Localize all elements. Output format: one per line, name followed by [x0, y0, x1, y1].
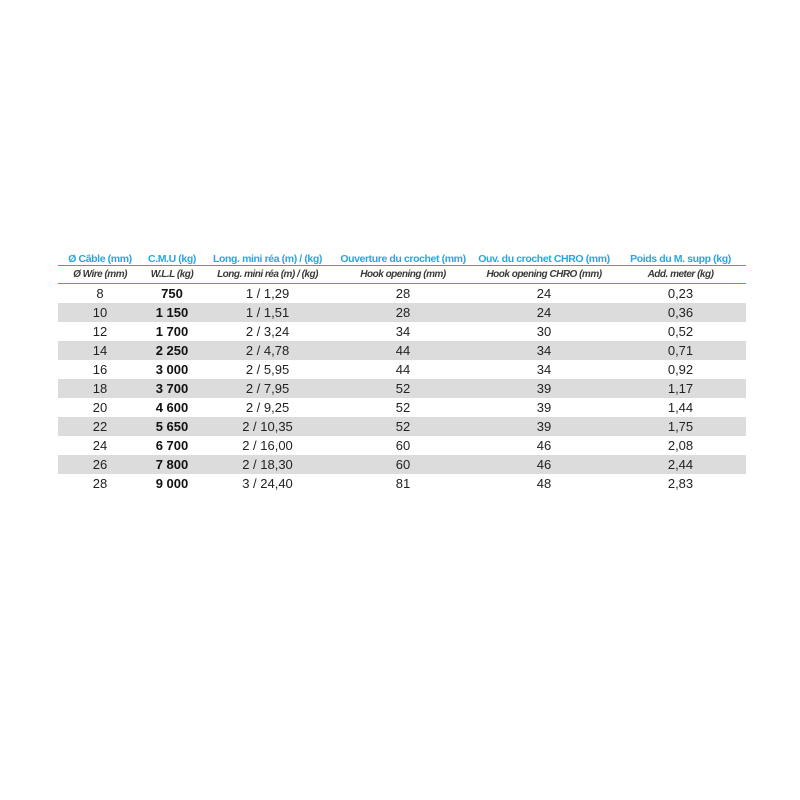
cell-additional-weight: 1,17	[615, 379, 746, 398]
table-row	[58, 341, 746, 360]
cell-wire-diameter: 28	[92, 476, 108, 491]
cell-wll: 5 650	[142, 417, 202, 436]
cell-wire-diameter: 22	[58, 417, 142, 436]
cell-hook-opening: 60	[333, 455, 473, 474]
cell-wire-diameter: 10	[58, 303, 142, 322]
cell-min-sheave-length: 2 / 16,00	[242, 438, 293, 453]
cell-hook-opening-chro: 39	[536, 400, 552, 415]
table-row	[58, 417, 746, 436]
table-row	[58, 455, 746, 474]
cell-hook-opening-chro: 48	[536, 476, 552, 491]
cell-hook-opening-chro: 46	[536, 438, 552, 453]
header-row-french	[58, 248, 746, 266]
cell-hook-opening-chro: 39	[473, 379, 615, 398]
table-row	[58, 379, 746, 398]
cell-min-sheave-length: 2 / 10,35	[202, 417, 333, 436]
table-row	[58, 284, 746, 304]
header-en-wire-diameter: Ø Wire (mm)	[58, 266, 142, 284]
cell-additional-weight: 0,71	[615, 341, 746, 360]
cell-wire-diameter: 18	[58, 379, 142, 398]
table-row	[58, 436, 746, 455]
table-body	[58, 284, 746, 494]
header-en-hook-opening: Hook opening (mm)	[333, 266, 473, 284]
cell-hook-opening: 52	[333, 379, 473, 398]
cell-hook-opening: 28	[395, 286, 411, 301]
cell-additional-weight: 2,44	[615, 455, 746, 474]
cell-wire-diameter: 16	[92, 362, 108, 377]
table-row	[58, 474, 746, 493]
cell-wire-diameter: 8	[96, 286, 104, 301]
header-fr-hook-opening-chro: Ouv. du crochet CHRO (mm)	[473, 248, 615, 266]
cell-wire-diameter: 26	[58, 455, 142, 474]
cell-min-sheave-length: 1 / 1,51	[202, 303, 333, 322]
cell-min-sheave-length: 2 / 5,95	[245, 362, 290, 377]
table-row	[58, 303, 746, 322]
cell-additional-weight: 2,08	[667, 438, 694, 453]
cell-min-sheave-length: 2 / 9,25	[245, 400, 290, 415]
cell-min-sheave-length: 2 / 18,30	[202, 455, 333, 474]
cell-hook-opening: 28	[333, 303, 473, 322]
cell-hook-opening: 52	[395, 400, 411, 415]
header-fr-additional-weight: Poids du M. supp (kg)	[615, 248, 746, 266]
cell-hook-opening-chro: 39	[473, 417, 615, 436]
cell-min-sheave-length: 2 / 7,95	[202, 379, 333, 398]
table-row	[58, 322, 746, 341]
cell-hook-opening-chro: 24	[536, 286, 552, 301]
cell-min-sheave-length: 2 / 4,78	[202, 341, 333, 360]
header-row-english	[58, 266, 746, 284]
table-row	[58, 398, 746, 417]
cell-wll: 7 800	[142, 455, 202, 474]
cell-min-sheave-length: 2 / 3,24	[245, 324, 290, 339]
header-en-min-sheave-length: Long. mini réa (m) / (kg)	[202, 266, 333, 284]
cell-hook-opening-chro: 46	[473, 455, 615, 474]
cell-wire-diameter: 12	[92, 324, 108, 339]
cell-wll: 1 700	[155, 324, 189, 339]
header-en-hook-opening-chro: Hook opening CHRO (mm)	[473, 266, 615, 284]
cell-wll: 750	[161, 286, 183, 301]
cell-additional-weight: 0,23	[667, 286, 694, 301]
header-fr-wll: C.M.U (kg)	[142, 248, 202, 266]
cell-additional-weight: 2,83	[667, 476, 694, 491]
cell-hook-opening-chro: 24	[473, 303, 615, 322]
cell-hook-opening-chro: 30	[536, 324, 552, 339]
header-en-wll: W.L.L (kg)	[142, 266, 202, 284]
cell-wll: 3 700	[142, 379, 202, 398]
cell-wire-diameter: 20	[92, 400, 108, 415]
cell-hook-opening: 44	[333, 341, 473, 360]
cell-additional-weight: 0,52	[667, 324, 694, 339]
spec-table	[58, 248, 746, 493]
table-row	[58, 360, 746, 379]
cell-wll: 1 150	[142, 303, 202, 322]
cell-wire-diameter: 14	[58, 341, 142, 360]
cell-wll: 6 700	[155, 438, 189, 453]
cell-min-sheave-length: 3 / 24,40	[242, 476, 293, 491]
cell-hook-opening: 44	[395, 362, 411, 377]
header-fr-hook-opening: Ouverture du crochet (mm)	[333, 248, 473, 266]
cell-additional-weight: 0,36	[615, 303, 746, 322]
cell-hook-opening: 52	[333, 417, 473, 436]
cell-hook-opening: 81	[395, 476, 411, 491]
cell-additional-weight: 0,92	[667, 362, 694, 377]
cell-hook-opening-chro: 34	[473, 341, 615, 360]
cell-hook-opening: 34	[395, 324, 411, 339]
cell-additional-weight: 1,75	[615, 417, 746, 436]
header-en-additional-weight: Add. meter (kg)	[615, 266, 746, 284]
header-fr-min-sheave-length: Long. mini réa (m) / (kg)	[202, 248, 333, 266]
cell-wll: 3 000	[155, 362, 189, 377]
cell-wll: 2 250	[142, 341, 202, 360]
cell-wll: 9 000	[155, 476, 189, 491]
cell-wll: 4 600	[155, 400, 189, 415]
header-fr-wire-diameter: Ø Câble (mm)	[58, 248, 142, 266]
cell-additional-weight: 1,44	[667, 400, 694, 415]
cell-wire-diameter: 24	[92, 438, 108, 453]
cell-hook-opening: 60	[395, 438, 411, 453]
cell-hook-opening-chro: 34	[536, 362, 552, 377]
cell-min-sheave-length: 1 / 1,29	[245, 286, 290, 301]
